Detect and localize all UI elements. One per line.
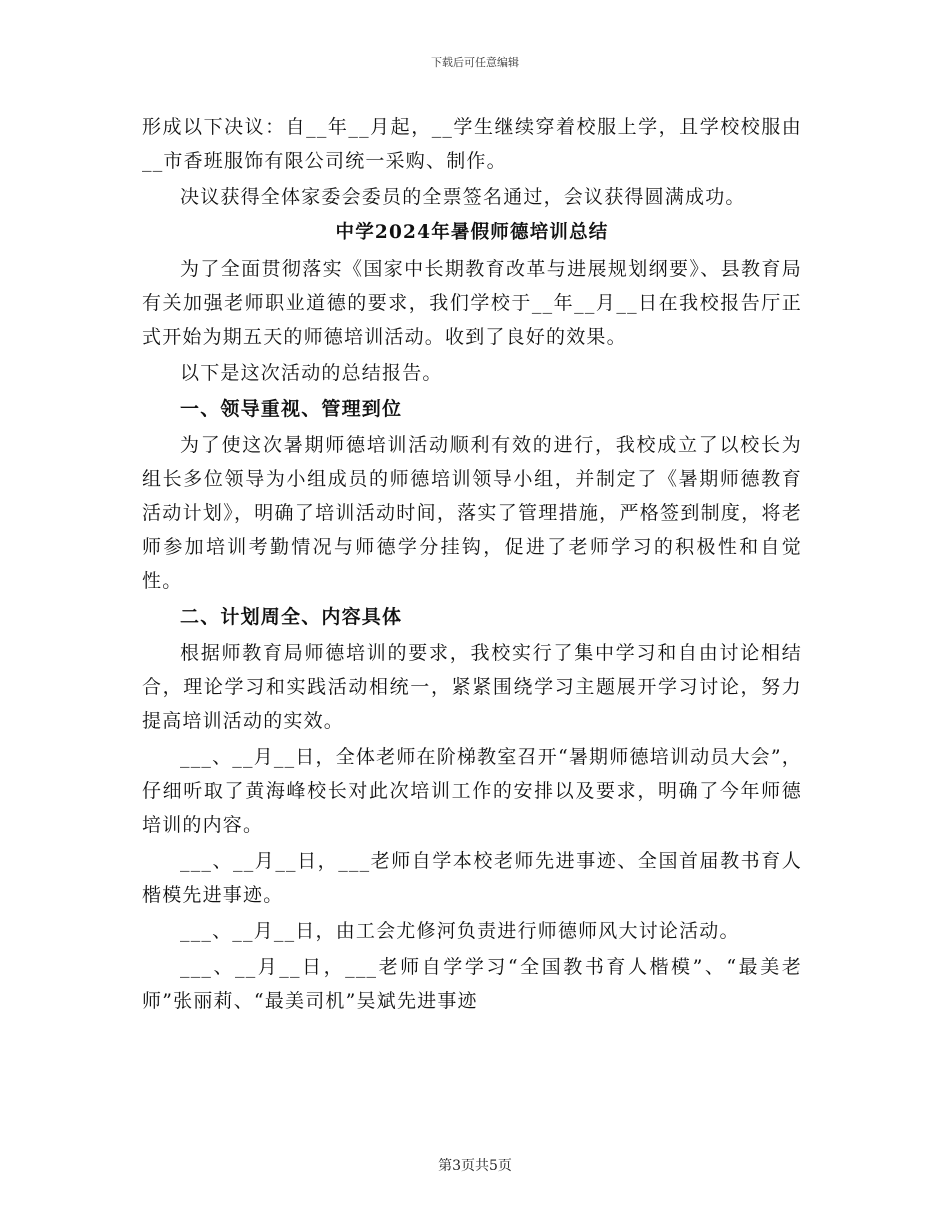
page-header: 下载后可任意编辑	[431, 56, 519, 69]
paragraph-item-role-models: ___、__月__日，___老师自学学习“全国教书育人楷模”、“最美老师”张丽莉、“最美司机”吴斌先进事迹	[142, 956, 802, 1012]
section-heading-plan: 二、计划周全、内容具体	[180, 606, 403, 628]
page-number-footer: 第3页共5页	[438, 1158, 512, 1174]
paragraph-item-discussion: ___、__月__日，由工会尤修河负责进行师德师风大讨论活动。	[180, 920, 740, 942]
section-heading-leadership: 一、领导重视、管理到位	[180, 398, 403, 420]
paragraph-plan: 根据师教育局师德培训的要求，我校实行了集中学习和自由讨论相结合，理论学习和实践活动相统一，紧紧围绕学习主题展开学习讨论，努力提高培训活动的实效。	[142, 642, 802, 732]
paragraph-leadership: 为了使这次暑期师德培训活动顺利有效的进行，我校成立了以校长为组长多位领导为小组成员的师德培训领导小组，并制定了《暑期师德教育活动计划》，明确了培训活动时间，落实了管理措施，严格签到制度，将老师参加培训考勤情况与师德学分挂钩，促进了老师学习的积极性和自觉性。	[142, 434, 802, 592]
paragraph-intro: 为了全面贯彻落实《国家中长期教育改革与进展规划纲要》、县教育局有关加强老师职业道德的要求，我们学校于__年__月__日在我校报告厅正式开始为期五天的师德培训活动。收到了良好的效果。	[142, 258, 802, 348]
paragraph-item-self-study: ___、__月__日，___老师自学本校老师先进事迹、全国首届教书育人楷模先进事迹。	[142, 850, 802, 906]
paragraph-vote-result: 决议获得全体家委会委员的全票签名通过，会议获得圆满成功。	[180, 186, 746, 208]
document-body	[142, 110, 802, 1020]
paragraph-item-mobilization: ___、__月__日，全体老师在阶梯教室召开“暑期师德培训动员大会”，仔细听取了黄海峰校长对此次培训工作的安排以及要求，明确了今年师德培训的内容。	[142, 746, 802, 836]
paragraph-resolution: 形成以下决议：自__年__月起，__学生继续穿着校服上学，且学校校服由__市香班服饰有限公司统一采购、制作。	[142, 116, 802, 172]
paragraph-report-lead: 以下是这次活动的总结报告。	[180, 362, 443, 384]
document-title: 中学2024年暑假师德培训总结	[335, 222, 609, 243]
